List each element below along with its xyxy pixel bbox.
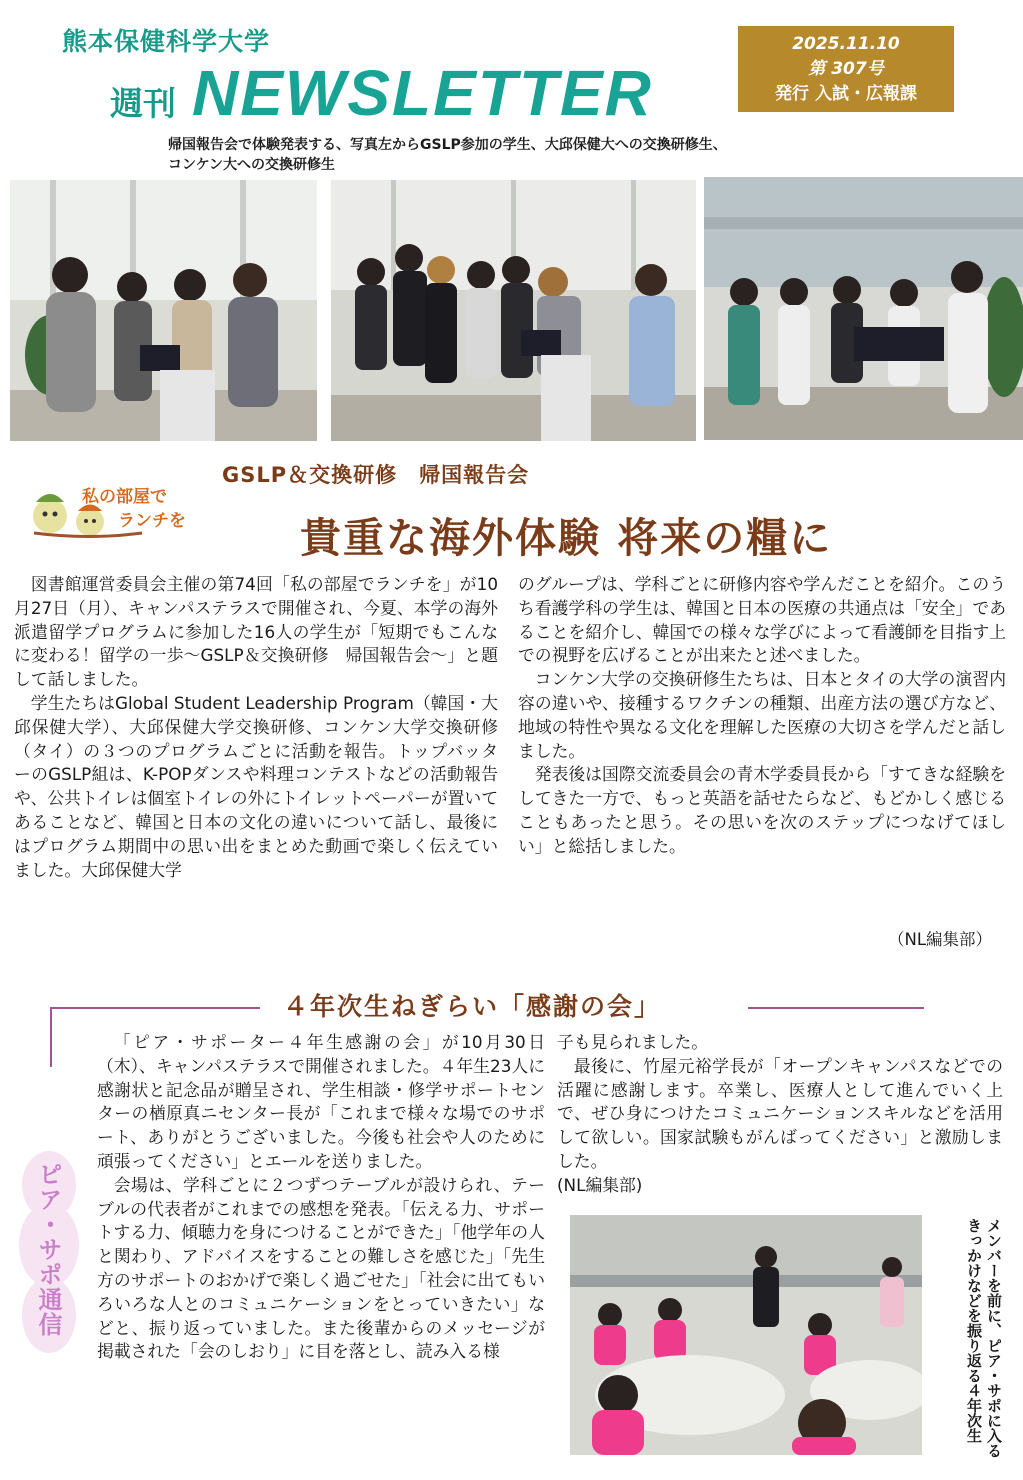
logo-text-line1: 私の部屋で <box>82 487 167 507</box>
newsletter-title: NEWSLETTER <box>192 57 653 129</box>
paragraph: 発表後は国際交流委員会の青木学委員長から「すてきな経験をしてきた一方で、もっと英語を話せたらなど、もどかしく感じることもあったと思う。その思いを次のステップにつなげてほしい」と総括しました。 <box>518 764 1006 856</box>
title-rule-left <box>50 1007 260 1009</box>
article2-title: ４年次生ねぎらい「感謝の会」 <box>283 992 662 1021</box>
university-name: 熊本保健科学大学 <box>62 27 271 56</box>
paragraph: のグループは、学科ごとに研修内容や学んだことを紹介。このうち看護学科の学生は、韓国と日本の医療の共通点は「安全」であることを紹介し、韓国での様々な学びによって看護師を目指す上での視野を広げることが出来たと述べました。 <box>518 574 1006 666</box>
paragraph: 最後に、竹屋元裕学長が「オープンキャンパスなどでの活躍に感謝します。卒業し、医療人として進んでいく上で、ぜひ身につけたコミュニケーションスキルなどを活用して欲しい。国家試験もがんばってください」と激励しました。 <box>557 1055 1003 1171</box>
section-rule-vertical <box>50 1007 52 1067</box>
weekly-label: 週刊 <box>110 84 176 123</box>
paragraph: 子も見られました。 <box>557 1032 709 1052</box>
article2-column1 <box>97 1031 545 1364</box>
article1-credit: （NL編集部） <box>888 930 993 949</box>
photo-caption: 帰国報告会で体験発表する、写真左からGSLP参加の学生、大邱保健大への交換研修生、 コンケン大への交換研修生 <box>168 137 727 173</box>
paragraph: 「ピア・サポーター４年生感謝の会」が10月30日（木）、キャンパステラスで開催されました。４年生23人に感謝状と記念品が贈呈され、学生相談・修学サポートセンターの楢原真ニセンター長が「これまで様々な場でのサポート、ありがとうございました。今後も社会や人のために頑張ってください」とエールを送りました。 <box>97 1032 545 1171</box>
publisher: 発行 入試・広報課 <box>775 84 917 104</box>
photo-gslp-students <box>10 180 317 441</box>
paragraph: 図書館運営委員会主催の第74回「私の部屋でランチを」が10月27日（月）、キャンパステラスで開催され、今夏、本学の海外派遣留学プログラムに参加した16人の学生が「短期でもこんなに変わる！留学の一歩～GSLP＆交換研修 帰国報告会～」と題して話しました。 <box>14 574 498 690</box>
issue-number: 第 307号 <box>808 59 884 79</box>
issue-info-box <box>738 26 954 112</box>
photo-khon-kaen-exchange-students <box>704 177 1023 440</box>
article1-column1 <box>14 573 498 882</box>
paragraph: 会場は、学科ごとに２つずつテーブルが設けられ、テーブルの代表者がこれまでの感想を発表。「伝える力、サポートする力、傾聴力を身につけることができた」「他学年の人と関わり、アドバイスをすることの難しさを感じた」「先生方のサポートのおかげで楽しく過ごせた」「社会に出てもいろいろな人とのコミュニケーションをとっていきたい」などと、振り返っていました。また後輩からのメッセージが掲載された「会のしおり」に目を落とし、読み入る様 <box>97 1174 545 1362</box>
peer-support-tag: ピア・サポ通信 <box>34 1162 62 1337</box>
paragraph: 学生たちはGlobal Student Leadership Program（韓国・大邱保健大学）、大邱保健大学交換研修、コンケン大学交換研修（タイ）の３つのプログラムごとに活動を報告。トップバッターのGSLP組は、K-POPダンスや料理コンテストなどの活動報告や、公共トイレは個室トイレの外にトイレットペーパーが置いてあることなど、韓国と日本の文化の違いについて話し、最後にはプログラム期間中の思い出をまとめた動画で楽しく伝えていました。大邱保健大学 <box>14 692 498 880</box>
article2-column2 <box>557 1031 1003 1198</box>
article1-column2 <box>518 573 1006 859</box>
paragraph: コンケン大学の交換研修生たちは、日本とタイの大学の演習内容の違いや、接種するワクチンの種類、出産方法の選び方など、地域の特性や異なる文化を理解した医療の大切さを学んだと話しました。 <box>518 669 1006 761</box>
headline: 貴重な海外体験 将来の糧に <box>300 514 833 562</box>
event-title: GSLP＆交換研修 帰国報告会 <box>222 463 530 487</box>
logo-text-line2: ランチを <box>118 511 186 531</box>
issue-date: 2025.11.10 <box>792 34 900 54</box>
title-rule-right <box>748 1007 924 1009</box>
photo-thank-you-party <box>570 1215 922 1455</box>
article2-photo-caption: メンバーを前に、ピア・サポに入るきっかけなどを振り返る４年次生 <box>965 1218 1003 1458</box>
article2-credit: (NL編集部) <box>557 1174 643 1195</box>
photo-daegu-exchange-students <box>331 180 696 441</box>
